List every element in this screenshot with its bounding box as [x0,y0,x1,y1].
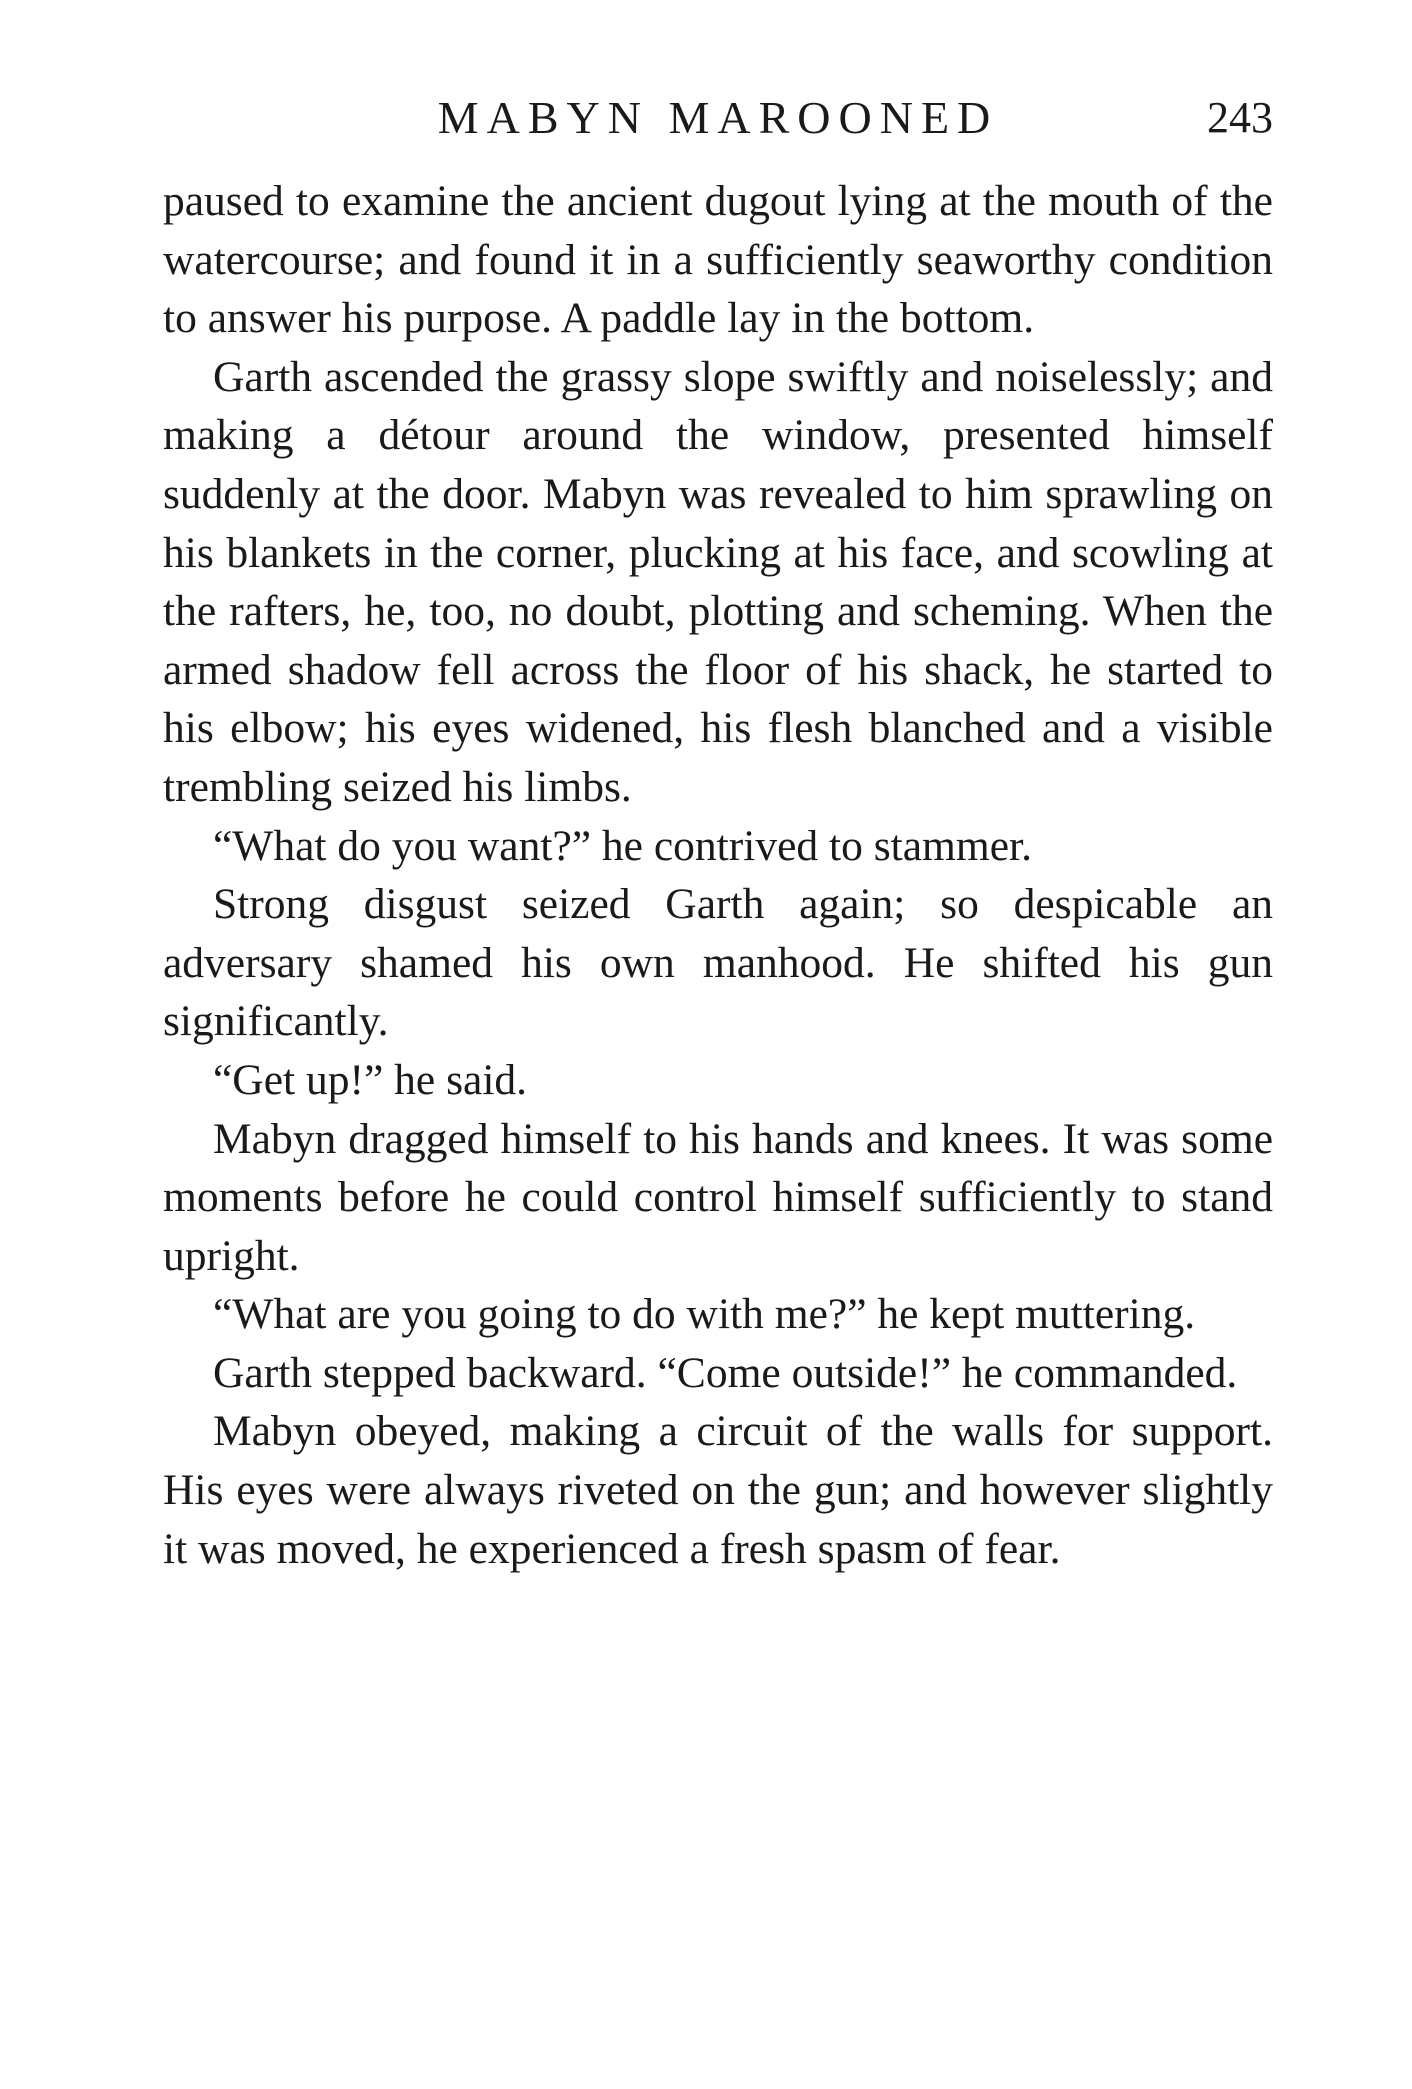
paragraph: Strong disgust seized Garth again; so despicable an adversary shamed his own manhood. He shifted his gun significantly. [163,880,1273,1046]
paragraph: Garth stepped backward. “Come outside!” he commanded. [213,1348,1238,1397]
body-text [163,172,1273,1578]
running-head [163,88,1273,148]
paragraph: Garth ascended the grassy slope swiftly and noiselessly; and making a détour around the window, presented himself suddenly at the door. Mabyn was revealed to him sprawling on his blankets in the corner, plucking at his face, and scowling at the rafters, he, too, no doubt, plotting and scheming. When the armed shadow fell across the floor of his shack, he started to his elbow; his eyes widened, his flesh blanched and a visible trembling seized his limbs. [163,352,1273,811]
paragraph: paused to examine the ancient dugout lying at the mouth of the watercourse; and found it in a sufficiently seaworthy condition to answer his purpose. A paddle lay in the bottom. [163,177,1273,343]
paragraph: Mabyn dragged himself to his hands and knees. It was some moments before he could control himself sufficiently to stand upright. [163,1114,1273,1280]
paragraph: “What are you going to do with me?” he kept muttering. [213,1290,1196,1339]
paragraph: Mabyn obeyed, making a circuit of the walls for support. His eyes were always riveted on the gun; and however slightly it was moved, he experienced a fresh spasm of fear. [163,1407,1273,1573]
page-number: 243 [1207,93,1273,142]
paragraph: “What do you want?” he contrived to stammer. [213,821,1032,870]
running-title: MABYN MAROONED [437,92,999,143]
paragraph: “Get up!” he said. [213,1055,528,1104]
